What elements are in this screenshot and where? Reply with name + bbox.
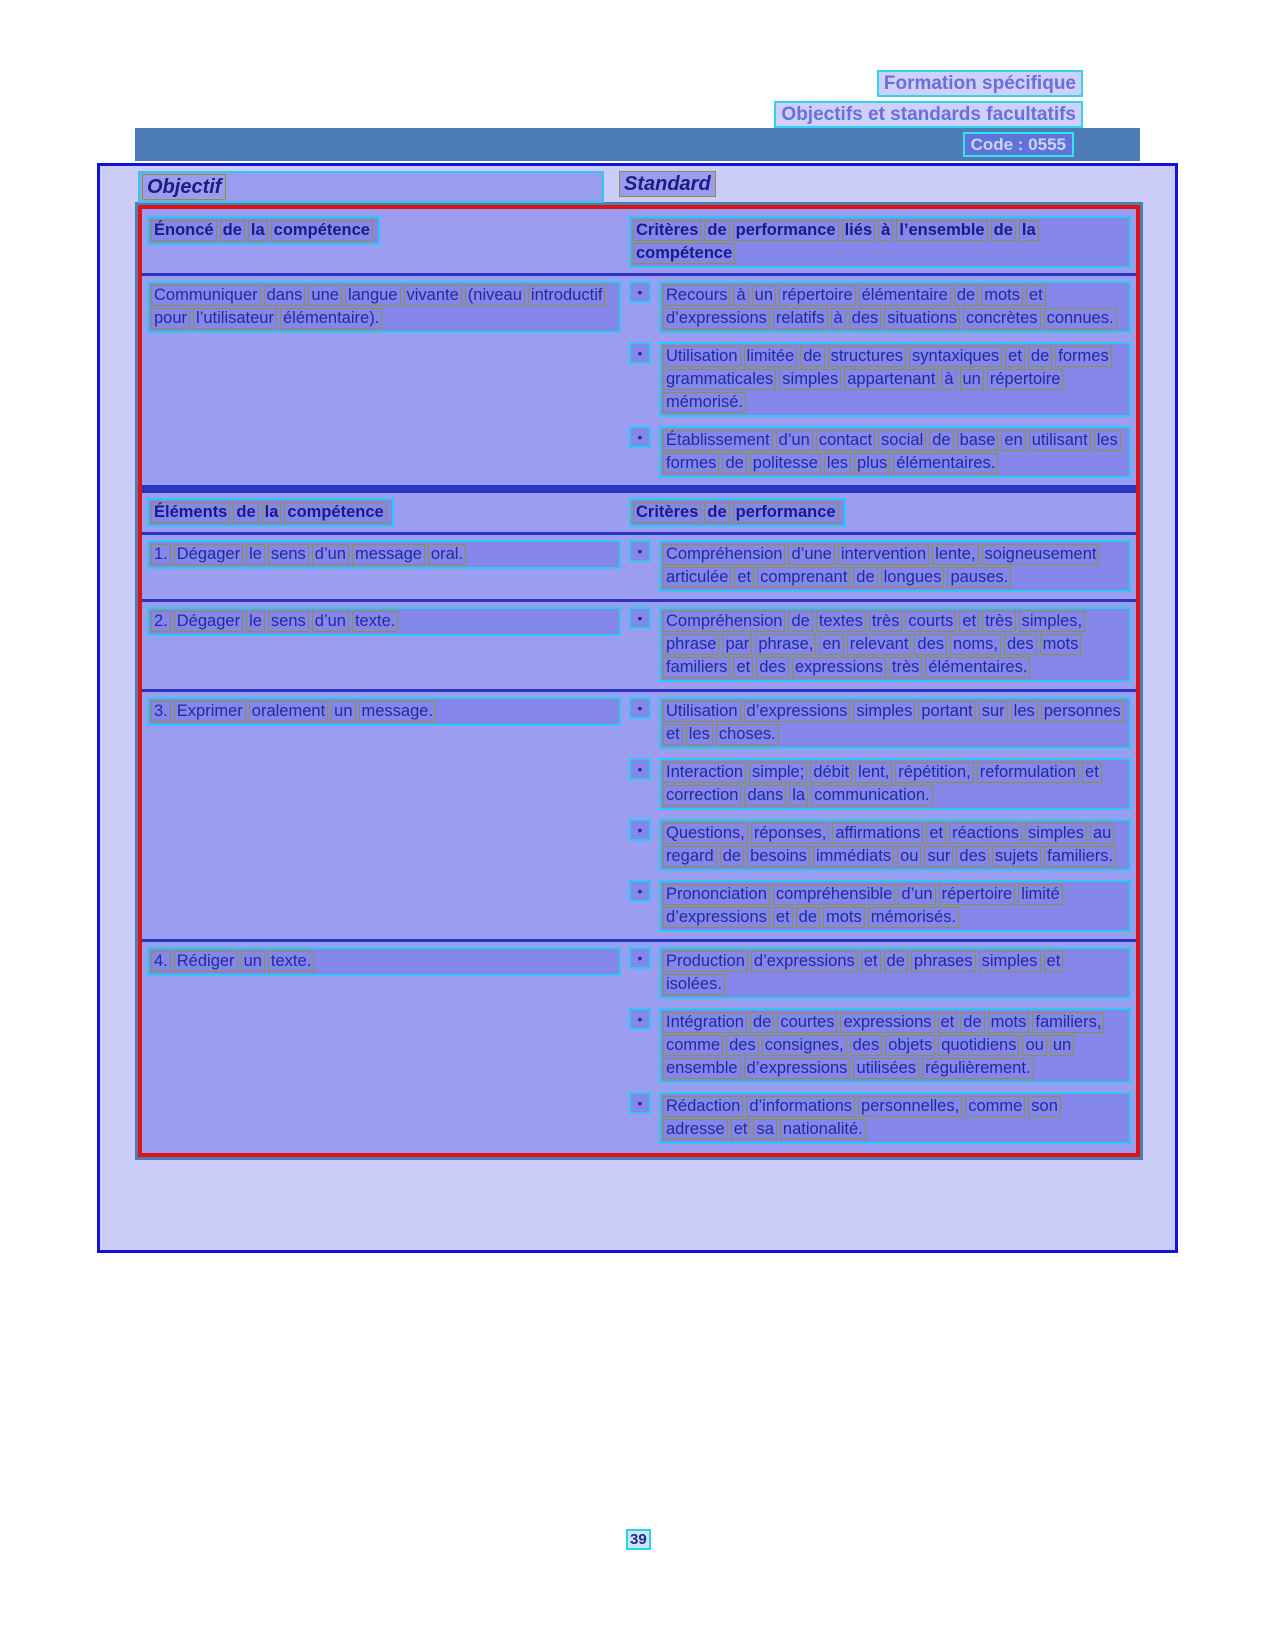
ocr-word: les <box>686 724 713 745</box>
page-number-value: 39 <box>626 1529 651 1550</box>
ocr-word: pour <box>151 308 190 329</box>
ocr-word: mémorisés. <box>868 907 959 928</box>
ocr-word: message <box>352 544 425 565</box>
bullet-icon: • <box>629 880 651 902</box>
ocr-word: Interaction <box>663 762 746 783</box>
ocr-word: oralement <box>249 701 328 722</box>
ocr-word: situations <box>884 308 960 329</box>
ocr-word: lente, <box>932 544 978 565</box>
ocr-word: des <box>914 634 947 655</box>
ocr-word: les <box>1094 430 1121 451</box>
ocr-word: 3. <box>151 701 171 722</box>
ocr-word: Éléments <box>151 502 230 523</box>
ocr-word: sa <box>753 1119 776 1140</box>
ocr-word: 4. <box>151 951 171 972</box>
ocr-word: un <box>960 369 984 390</box>
bullet-icon: • <box>629 281 651 303</box>
page-number <box>626 1529 651 1550</box>
ocr-word: d’expressions <box>744 1058 851 1079</box>
ocr-word: un <box>752 285 776 306</box>
ocr-word: d’expressions <box>663 907 770 928</box>
elements-header-text <box>147 498 394 527</box>
ocr-word: la <box>789 785 808 806</box>
ocr-word: Recours <box>663 285 730 306</box>
list-item <box>629 1092 1131 1144</box>
ocr-word: personnelles, <box>858 1096 962 1117</box>
ocr-word: d’un <box>312 544 349 565</box>
cell-element-2-label <box>147 607 621 684</box>
ocr-word: simples <box>1025 823 1087 844</box>
ocr-word: sens <box>268 611 309 632</box>
ocr-word: correction <box>663 785 741 806</box>
criterion-text <box>659 426 1131 478</box>
content-panel <box>97 163 1178 1253</box>
ocr-word: en <box>819 634 843 655</box>
ocr-word: Questions, <box>663 823 748 844</box>
ocr-word: Compréhension <box>663 611 785 632</box>
ocr-word: politesse <box>750 453 821 474</box>
ocr-word: regard <box>663 846 717 867</box>
criterion-text <box>659 758 1131 810</box>
list-item <box>629 540 1131 592</box>
ocr-word: texte. <box>268 951 314 972</box>
list-item <box>629 426 1131 478</box>
ocr-word: des <box>849 308 882 329</box>
ocr-word: message. <box>359 701 437 722</box>
ocr-word: simples <box>779 369 841 390</box>
ocr-word: 1. <box>151 544 171 565</box>
bullet-icon: • <box>629 947 651 969</box>
ocr-word: dans <box>744 785 786 806</box>
ocr-word: réactions <box>949 823 1022 844</box>
ocr-word: expressions <box>840 1012 934 1033</box>
ocr-word: relevant <box>847 634 912 655</box>
ocr-word: à <box>831 308 846 329</box>
ocr-word: et <box>1026 285 1046 306</box>
table-row-element-1 <box>142 532 1136 599</box>
ocr-word: sur <box>979 701 1008 722</box>
code-bar <box>135 128 1140 161</box>
ocr-word: des <box>956 846 989 867</box>
bullet-icon: • <box>629 697 651 719</box>
ocr-word: sur <box>924 846 953 867</box>
ocr-word: Dégager <box>174 544 243 565</box>
objectif-title: Objectif <box>142 174 226 200</box>
criterion-text <box>659 1008 1131 1083</box>
ocr-word: par <box>722 634 752 655</box>
bullet-icon: • <box>629 426 651 448</box>
ocr-word: simples <box>979 951 1041 972</box>
ocr-word: soigneusement <box>982 544 1100 565</box>
list-item <box>629 819 1131 871</box>
code-label: Code : 0555 <box>963 132 1074 157</box>
ocr-word: Rédaction <box>663 1096 743 1117</box>
ocr-word: une <box>308 285 342 306</box>
ocr-word: compréhensible <box>773 884 895 905</box>
ocr-word: et <box>734 567 754 588</box>
ocr-word: réponses, <box>751 823 829 844</box>
ocr-word: Communiquer <box>151 285 261 306</box>
ocr-word: des <box>726 1035 759 1056</box>
ocr-word: simples <box>853 701 915 722</box>
section-divider <box>142 485 1136 493</box>
list-item <box>629 947 1131 999</box>
ocr-word: très <box>889 657 923 678</box>
ocr-word: comprenant <box>757 567 850 588</box>
ocr-word: oral. <box>428 544 466 565</box>
ocr-word: d’informations <box>746 1096 855 1117</box>
bullet-icon: • <box>629 819 651 841</box>
ocr-word: mots <box>981 285 1023 306</box>
ocr-word: comme <box>965 1096 1025 1117</box>
bullet-icon: • <box>629 607 651 629</box>
ocr-word: base <box>957 430 999 451</box>
ocr-word: longues <box>881 567 945 588</box>
ocr-word: Utilisation <box>663 346 741 367</box>
ocr-word: nationalité. <box>780 1119 866 1140</box>
ocr-word: syntaxiques <box>909 346 1002 367</box>
ocr-word: contact <box>816 430 875 451</box>
competence-table <box>135 202 1143 1160</box>
criterion-text <box>659 607 1131 682</box>
cell-element-3-label <box>147 697 621 934</box>
ocr-word: élémentaires. <box>893 453 998 474</box>
ocr-word: élémentaires. <box>925 657 1030 678</box>
ocr-word: Rédiger <box>174 951 238 972</box>
criterion-text <box>659 1092 1131 1144</box>
ocr-word: l’ensemble <box>896 220 987 241</box>
ocr-word: d’un <box>776 430 813 451</box>
cell-competence-criteria <box>629 281 1131 480</box>
competence-statement-text <box>147 281 621 333</box>
ocr-word: isolées. <box>663 974 725 995</box>
cell-element-1-criteria <box>629 540 1131 594</box>
criterion-text <box>659 819 1131 871</box>
bullet-icon: • <box>629 1008 651 1030</box>
ocr-word: textes <box>816 611 866 632</box>
ocr-word: social <box>878 430 926 451</box>
criterion-text <box>659 281 1131 333</box>
ocr-word: affirmations <box>832 823 923 844</box>
ocr-word: de <box>704 220 729 241</box>
header-line-2: Objectifs et standards facultatifs <box>774 101 1083 128</box>
cell-enonce-header <box>147 216 621 268</box>
ocr-word: structures <box>828 346 906 367</box>
ocr-word: très <box>982 611 1016 632</box>
ocr-word: mémorisé. <box>663 392 746 413</box>
ocr-word: et <box>663 724 683 745</box>
ocr-word: sens <box>268 544 309 565</box>
ocr-word: de <box>960 1012 984 1033</box>
table-row-element-3 <box>142 689 1136 939</box>
ocr-word: les <box>1011 701 1038 722</box>
ocr-word: Critères <box>633 220 701 241</box>
list-item <box>629 1008 1131 1083</box>
ocr-word: limitée <box>744 346 798 367</box>
ocr-word: d’un <box>898 884 935 905</box>
criterion-text <box>659 697 1131 749</box>
ocr-word: Production <box>663 951 748 972</box>
ocr-word: de <box>722 453 746 474</box>
ocr-word: et <box>926 823 946 844</box>
ocr-word: connues. <box>1044 308 1117 329</box>
list-item <box>629 342 1131 417</box>
ocr-word: Énoncé <box>151 220 217 241</box>
ocr-word: expressions <box>792 657 886 678</box>
ocr-word: vivante <box>404 285 462 306</box>
ocr-word: de <box>800 346 824 367</box>
ocr-word: régulièrement. <box>922 1058 1033 1079</box>
element-label-text <box>147 607 621 636</box>
ocr-word: mots <box>1040 634 1082 655</box>
cell-element-4-criteria <box>629 947 1131 1146</box>
ocr-word: performance <box>733 220 839 241</box>
ocr-word: plus <box>854 453 890 474</box>
ocr-word: un <box>241 951 265 972</box>
ocr-word: d’expressions <box>744 701 851 722</box>
ocr-word: la <box>262 502 282 523</box>
ocr-word: et <box>733 657 753 678</box>
ocr-word: langue <box>345 285 401 306</box>
ocr-word: concrètes <box>963 308 1041 329</box>
ocr-word: ensemble <box>663 1058 741 1079</box>
ocr-word: de <box>233 502 258 523</box>
ocr-word: besoins <box>747 846 810 867</box>
ocr-word: des <box>1004 634 1037 655</box>
ocr-word: comme <box>663 1035 723 1056</box>
criterion-text <box>659 880 1131 932</box>
ocr-word: d’expressions <box>751 951 858 972</box>
ocr-word: objets <box>885 1035 935 1056</box>
table-row-competence-header <box>142 211 1136 273</box>
criterion-text <box>659 342 1131 417</box>
ocr-word: la <box>1019 220 1039 241</box>
enonce-header-text <box>147 216 380 245</box>
cell-competence-statement <box>147 281 621 480</box>
ocr-word: son <box>1028 1096 1061 1117</box>
ocr-word: formes <box>663 453 719 474</box>
ocr-word: Exprimer <box>174 701 246 722</box>
cell-element-2-criteria <box>629 607 1131 684</box>
element-label-text <box>147 697 621 726</box>
ocr-word: Intégration <box>663 1012 747 1033</box>
criterion-text <box>659 540 1131 592</box>
ocr-word: sujets <box>992 846 1041 867</box>
ocr-word: communication. <box>811 785 933 806</box>
ocr-word: d’un <box>312 611 349 632</box>
ocr-word: et <box>1044 951 1064 972</box>
ocr-word: de <box>750 1012 774 1033</box>
ocr-word: adresse <box>663 1119 728 1140</box>
ocr-word: de <box>853 567 877 588</box>
ocr-word: très <box>869 611 903 632</box>
ocr-word: de <box>796 907 820 928</box>
table-row-element-2 <box>142 599 1136 689</box>
ocr-word: utilisées <box>853 1058 919 1079</box>
ocr-word: choses. <box>716 724 779 745</box>
ocr-word: utilisant <box>1029 430 1091 451</box>
ocr-word: ou <box>1022 1035 1046 1056</box>
ocr-word: phrase, <box>755 634 816 655</box>
ocr-word: performance <box>733 502 839 523</box>
ocr-word: un <box>331 701 355 722</box>
ocr-word: à <box>878 220 893 241</box>
cell-element-4-label <box>147 947 621 1146</box>
ocr-word: compétence <box>271 220 373 241</box>
ocr-word: et <box>861 951 881 972</box>
ocr-word: Dégager <box>174 611 243 632</box>
ocr-word: d’expressions <box>663 308 770 329</box>
ocr-word: le <box>246 544 265 565</box>
ocr-word: familiers. <box>1044 846 1116 867</box>
ocr-word: familiers <box>663 657 730 678</box>
ocr-word: un <box>1050 1035 1074 1056</box>
list-item <box>629 697 1131 749</box>
competence-table-inner <box>138 205 1140 1157</box>
criteres-header-text <box>629 498 846 527</box>
ocr-word: articulée <box>663 567 731 588</box>
ocr-word: élémentaire <box>859 285 951 306</box>
table-row-element-4 <box>142 939 1136 1151</box>
ocr-word: et <box>1005 346 1025 367</box>
ocr-word: Compréhension <box>663 544 785 565</box>
ocr-word: reformulation <box>977 762 1079 783</box>
objectif-title-strip <box>138 171 604 203</box>
cell-elements-header <box>147 498 621 527</box>
ocr-word: ou <box>897 846 921 867</box>
ocr-word: de <box>884 951 908 972</box>
ocr-word: personnes <box>1041 701 1124 722</box>
ocr-word: à <box>733 285 748 306</box>
ocr-word: élémentaire). <box>280 308 382 329</box>
ocr-word: appartenant <box>844 369 938 390</box>
ocr-word: phrase <box>663 634 719 655</box>
ocr-word: simple; <box>749 762 807 783</box>
ocr-word: mots <box>988 1012 1030 1033</box>
ocr-word: et <box>1082 762 1102 783</box>
ocr-word: compétence <box>633 243 735 264</box>
ocr-word: Utilisation <box>663 701 741 722</box>
bullet-icon: • <box>629 1092 651 1114</box>
ocr-word: compétence <box>284 502 386 523</box>
ocr-word: répertoire <box>987 369 1064 390</box>
list-item <box>629 281 1131 333</box>
ocr-word: quotidiens <box>938 1035 1019 1056</box>
cell-element-3-criteria <box>629 697 1131 934</box>
ocr-word: le <box>246 611 265 632</box>
ocr-word: des <box>756 657 789 678</box>
document-header <box>774 70 1083 132</box>
ocr-word: en <box>1001 430 1025 451</box>
ocr-word: portant <box>918 701 975 722</box>
ocr-word: courts <box>905 611 956 632</box>
ocr-word: de <box>1028 346 1052 367</box>
cell-element-1-label <box>147 540 621 594</box>
standard-title: Standard <box>619 171 716 197</box>
ocr-word: de <box>220 220 245 241</box>
cell-criteres-header <box>629 498 1131 527</box>
ocr-word: répertoire <box>779 285 856 306</box>
ocr-word: mots <box>823 907 865 928</box>
ocr-word: limité <box>1018 884 1063 905</box>
ocr-word: liés <box>842 220 876 241</box>
ocr-word: et <box>773 907 793 928</box>
header-line-1: Formation spécifique <box>877 70 1083 97</box>
table-row-elements-header <box>142 493 1136 532</box>
element-label-text <box>147 540 621 569</box>
criteres-ensemble-header-text <box>629 216 1131 268</box>
ocr-word: dans <box>264 285 306 306</box>
ocr-word: formes <box>1055 346 1111 367</box>
ocr-word: (niveau <box>465 285 525 306</box>
ocr-word: débit <box>810 762 852 783</box>
ocr-word: de <box>954 285 978 306</box>
ocr-word: grammaticales <box>663 369 776 390</box>
ocr-word: de <box>704 502 729 523</box>
ocr-word: d’une <box>788 544 834 565</box>
ocr-word: courtes <box>777 1012 837 1033</box>
ocr-word: noms, <box>950 634 1001 655</box>
ocr-word: introductif <box>528 285 606 306</box>
ocr-word: consignes, <box>762 1035 847 1056</box>
ocr-word: l’utilisateur <box>193 308 277 329</box>
ocr-word: la <box>248 220 268 241</box>
ocr-word: et <box>959 611 979 632</box>
ocr-word: des <box>850 1035 883 1056</box>
ocr-word: et <box>731 1119 751 1140</box>
bullet-icon: • <box>629 540 651 562</box>
ocr-word: 2. <box>151 611 171 632</box>
list-item <box>629 607 1131 682</box>
ocr-word: simples, <box>1019 611 1086 632</box>
ocr-word: relatifs <box>773 308 828 329</box>
list-item <box>629 880 1131 932</box>
cell-criteres-ensemble-header <box>629 216 1131 268</box>
ocr-word: de <box>720 846 744 867</box>
ocr-word: pauses. <box>947 567 1011 588</box>
ocr-word: de <box>991 220 1016 241</box>
element-label-text <box>147 947 621 976</box>
table-row-competence-body <box>142 273 1136 485</box>
ocr-word: de <box>929 430 953 451</box>
ocr-word: immédiats <box>813 846 894 867</box>
ocr-word: phrases <box>911 951 976 972</box>
ocr-word: Prononciation <box>663 884 770 905</box>
criterion-text <box>659 947 1131 999</box>
ocr-word: répertoire <box>939 884 1016 905</box>
ocr-word: familiers, <box>1032 1012 1104 1033</box>
bullet-icon: • <box>629 758 651 780</box>
ocr-word: répétition, <box>895 762 973 783</box>
header-line-1-row <box>774 70 1083 97</box>
ocr-word: Critères <box>633 502 701 523</box>
ocr-word: Établissement <box>663 430 773 451</box>
ocr-word: et <box>938 1012 958 1033</box>
ocr-word: les <box>824 453 851 474</box>
bullet-icon: • <box>629 342 651 364</box>
panel-head <box>100 166 1175 202</box>
ocr-word: à <box>941 369 956 390</box>
list-item <box>629 758 1131 810</box>
header-line-2-row <box>774 101 1083 128</box>
ocr-word: lent, <box>855 762 892 783</box>
ocr-word: intervention <box>838 544 929 565</box>
ocr-word: texte. <box>352 611 398 632</box>
ocr-word: au <box>1090 823 1114 844</box>
ocr-word: de <box>788 611 812 632</box>
